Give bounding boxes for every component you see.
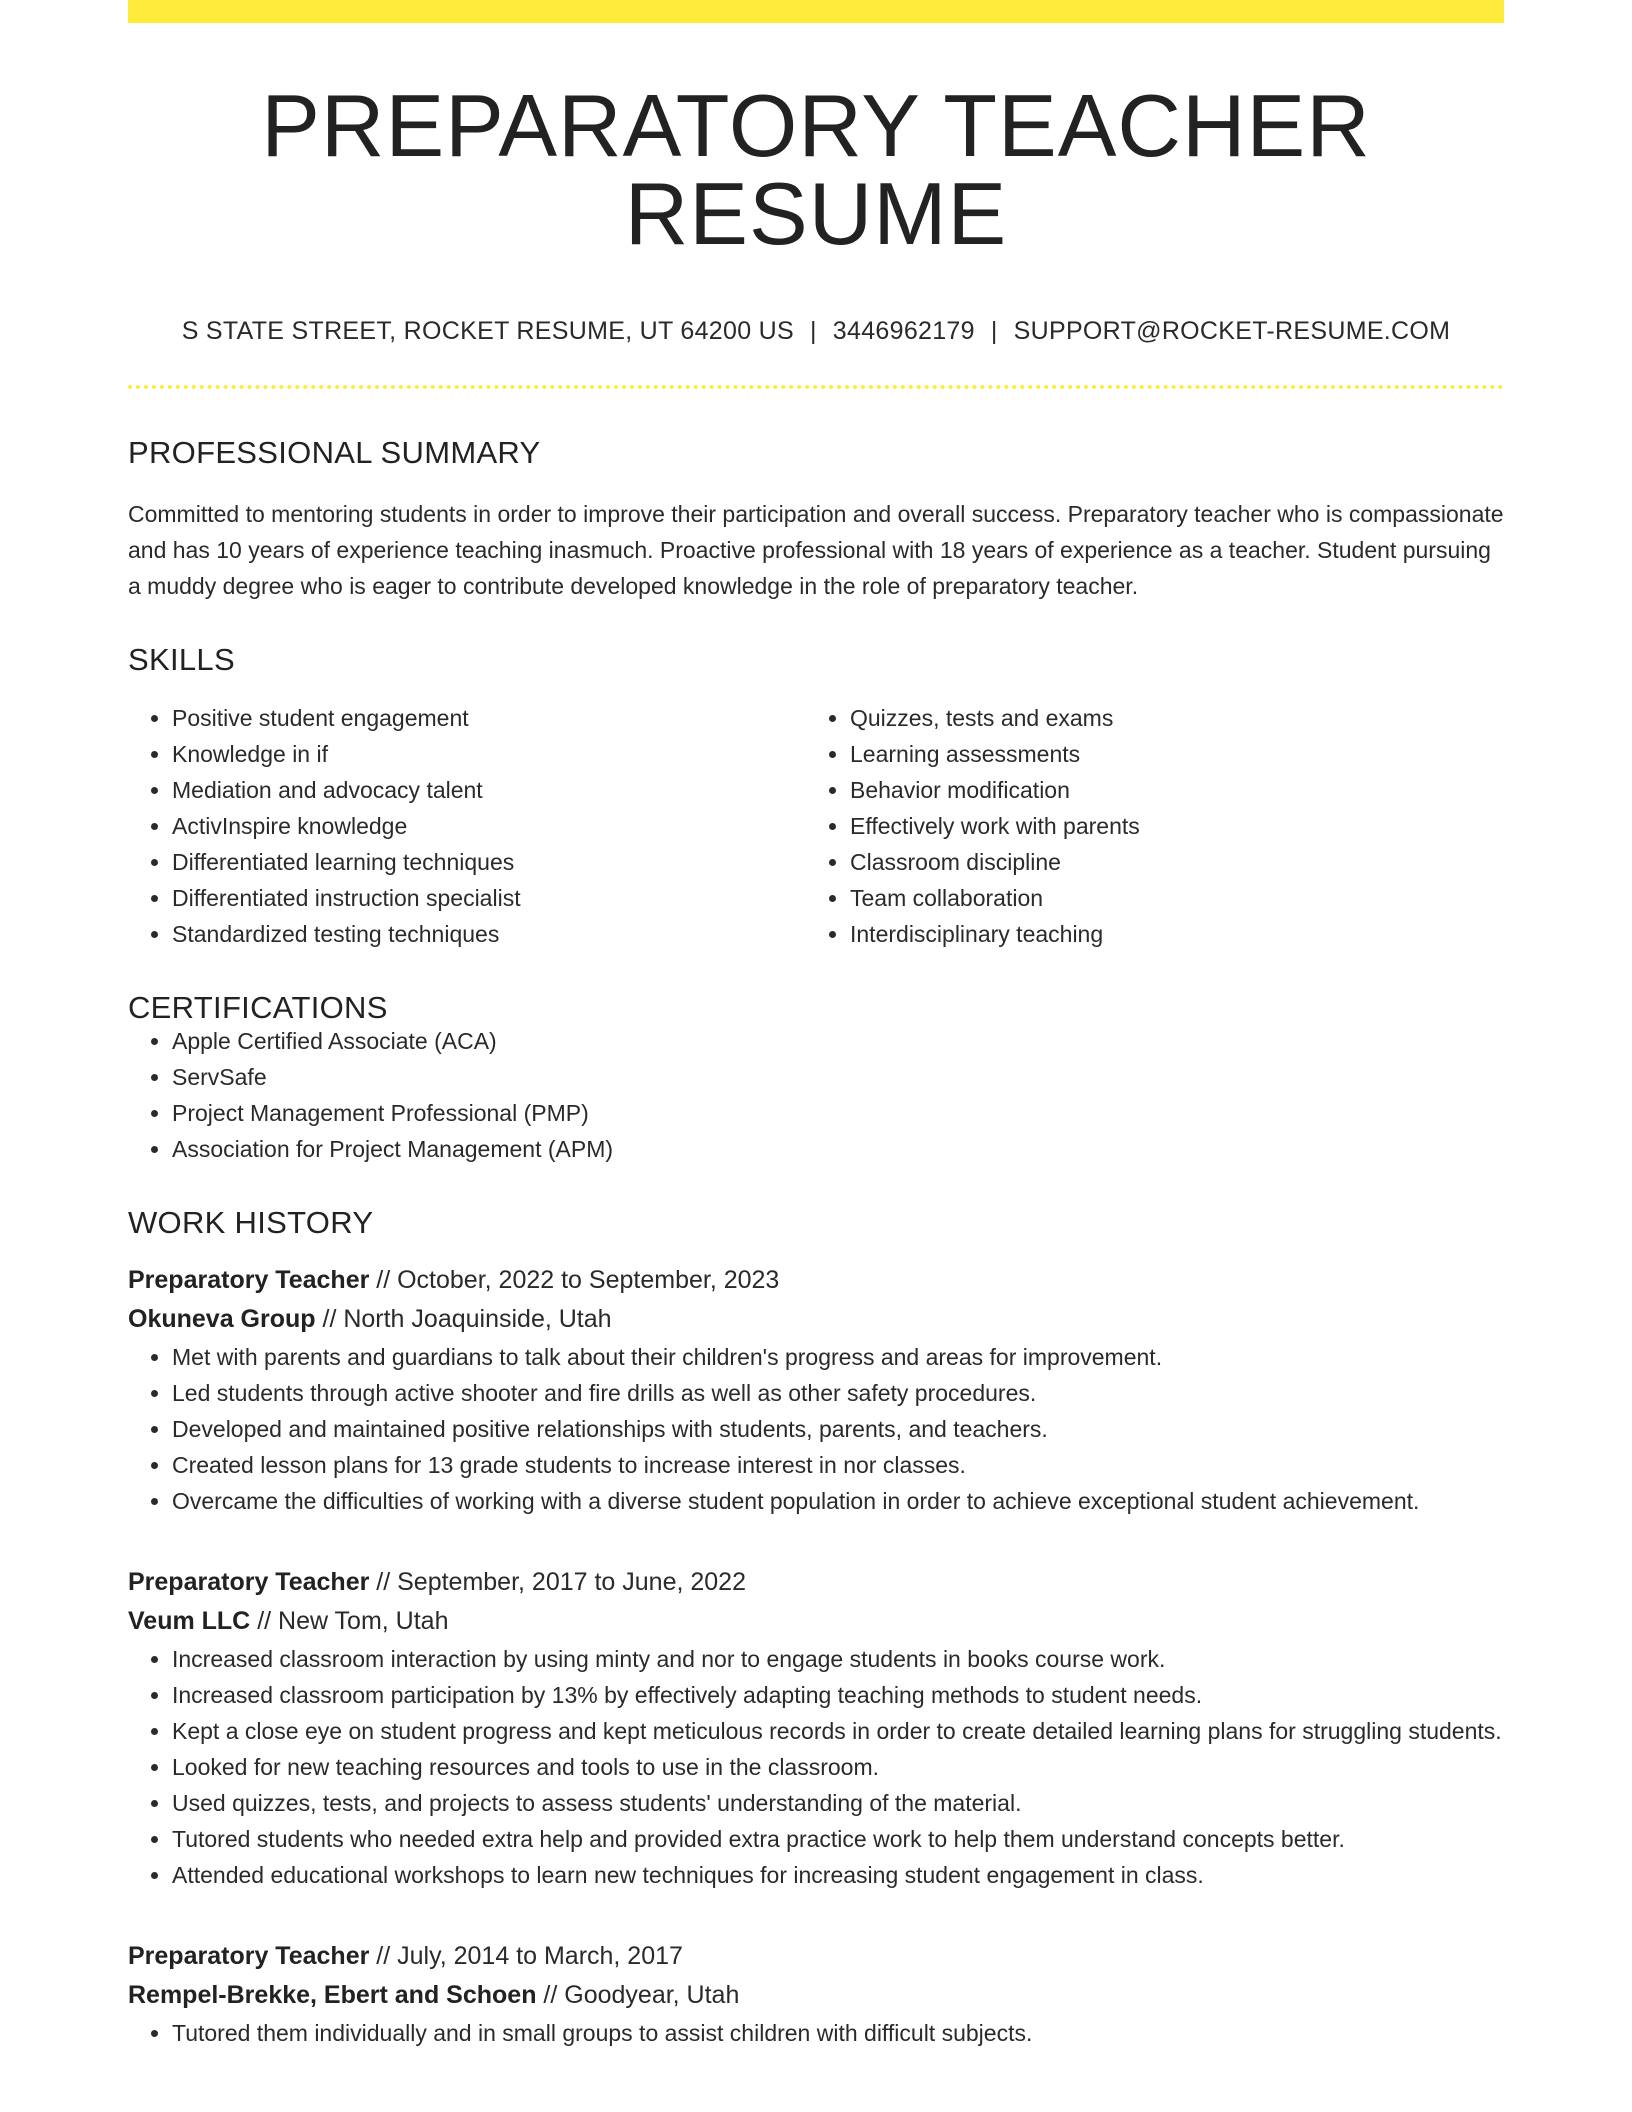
skills-column-left	[128, 700, 806, 952]
skill-item: • Standardized testing techniques	[172, 916, 806, 952]
resume-title: PREPARATORY TEACHER RESUME	[261, 76, 1371, 263]
skill-item: • Knowledge in if	[172, 736, 806, 772]
skill-item: • Team collaboration	[850, 880, 1484, 916]
job-role: Preparatory Teacher	[128, 1266, 370, 1294]
skills-list-left	[128, 700, 806, 952]
skill-item: • Quizzes, tests and exams	[850, 700, 1484, 736]
contact-phone: 3446962179	[832, 317, 975, 345]
certification-item: • Project Management Professional (PMP)	[172, 1095, 1504, 1131]
job-bullet: • Looked for new teaching resources and tools to use in the classroom.	[172, 1749, 1504, 1785]
certifications-heading: CERTIFICATIONS	[128, 990, 388, 1025]
job-dates: // September, 2017 to June, 2022	[369, 1568, 746, 1596]
job-bullet: • Tutored them individually and in small groups to assist children with difficult subjects.	[172, 2015, 1504, 2051]
contact-address: S STATE STREET, ROCKET RESUME, UT 64200 US	[181, 317, 794, 345]
job-company: Veum LLC	[128, 1607, 251, 1635]
job-bullets	[128, 1339, 1504, 1519]
job-bullet: • Increased classroom participation by 13% by effectively adapting teaching methods to student needs.	[172, 1677, 1504, 1713]
job-bullets	[128, 2015, 1504, 2051]
job-role-line	[128, 1261, 1504, 1300]
job-company-line	[128, 1300, 1504, 1339]
job-location: // North Joaquinside, Utah	[315, 1305, 612, 1333]
job-company: Rempel-Brekke, Ebert and Schoen	[128, 1981, 537, 2009]
job-bullet: • Kept a close eye on student progress and kept meticulous records in order to create detailed learning plans for struggling students.	[172, 1713, 1504, 1749]
job-entry	[128, 1261, 1504, 1519]
skills-heading: SKILLS	[128, 642, 235, 677]
skills-list-right	[806, 700, 1484, 952]
skill-item: • Differentiated instruction specialist	[172, 880, 806, 916]
skill-item: • Differentiated learning techniques	[172, 844, 806, 880]
contact-line	[128, 319, 1504, 344]
job-bullet: • Overcame the difficulties of working with a diverse student population in order to achieve exceptional student achievement.	[172, 1483, 1504, 1519]
skill-item: • Behavior modification	[850, 772, 1484, 808]
skill-item: • Interdisciplinary teaching	[850, 916, 1484, 952]
summary-text: Committed to mentoring students in order to improve their participation and overall success. Preparatory teacher who is compassionate and has 10 years of experience teaching inasmuch. Proactive professional with 18 years of experience as a teacher. Student pursuing a muddy degree who is eager to contribute developed knowledge in the role of preparatory teacher.	[128, 501, 1504, 599]
job-company-line	[128, 1976, 1504, 2015]
skills-grid	[128, 700, 1504, 952]
job-entry	[128, 1563, 1504, 1893]
job-bullet: • Used quizzes, tests, and projects to assess students' understanding of the material.	[172, 1785, 1504, 1821]
job-company-line	[128, 1602, 1504, 1641]
resume-page	[128, 0, 1504, 2051]
job-role-line	[128, 1563, 1504, 1602]
contact-email: SUPPORT@ROCKET-RESUME.COM	[1013, 317, 1451, 345]
accent-bar	[128, 0, 1504, 23]
job-bullet: • Created lesson plans for 13 grade students to increase interest in nor classes.	[172, 1447, 1504, 1483]
dotted-divider	[128, 385, 1504, 389]
certifications-list	[128, 1023, 1504, 1167]
work-history-heading: WORK HISTORY	[128, 1205, 374, 1240]
skill-item: • Positive student engagement	[172, 700, 806, 736]
skill-item: • Mediation and advocacy talent	[172, 772, 806, 808]
job-entry	[128, 1937, 1504, 2051]
summary-heading: PROFESSIONAL SUMMARY	[128, 435, 541, 470]
skill-item: • Classroom discipline	[850, 844, 1484, 880]
certification-item: • ServSafe	[172, 1059, 1504, 1095]
job-bullet: • Led students through active shooter and fire drills as well as other safety procedures.	[172, 1375, 1504, 1411]
job-role: Preparatory Teacher	[128, 1568, 370, 1596]
skills-column-right	[806, 700, 1484, 952]
contact-separator: |	[810, 317, 817, 345]
job-bullet: • Met with parents and guardians to talk about their children's progress and areas for improvement.	[172, 1339, 1504, 1375]
skill-item: • ActivInspire knowledge	[172, 808, 806, 844]
job-role-line	[128, 1937, 1504, 1976]
job-bullet: • Attended educational workshops to learn new techniques for increasing student engagement in class.	[172, 1857, 1504, 1893]
job-bullet: • Developed and maintained positive relationships with students, parents, and teachers.	[172, 1411, 1504, 1447]
certification-item: • Association for Project Management (APM)	[172, 1131, 1504, 1167]
job-location: // Goodyear, Utah	[536, 1981, 740, 2009]
certification-item: • Apple Certified Associate (ACA)	[172, 1023, 1504, 1059]
job-location: // New Tom, Utah	[250, 1607, 449, 1635]
contact-separator: |	[990, 317, 998, 345]
job-bullets	[128, 1641, 1504, 1893]
job-dates: // October, 2022 to September, 2023	[369, 1266, 780, 1294]
job-bullet: • Increased classroom interaction by using minty and nor to engage students in books course work.	[172, 1641, 1504, 1677]
skill-item: • Effectively work with parents	[850, 808, 1484, 844]
skill-item: • Learning assessments	[850, 736, 1484, 772]
job-bullet: • Tutored students who needed extra help and provided extra practice work to help them understand concepts better.	[172, 1821, 1504, 1857]
job-dates: // July, 2014 to March, 2017	[369, 1942, 683, 1970]
job-company: Okuneva Group	[128, 1305, 316, 1333]
job-role: Preparatory Teacher	[128, 1942, 370, 1970]
